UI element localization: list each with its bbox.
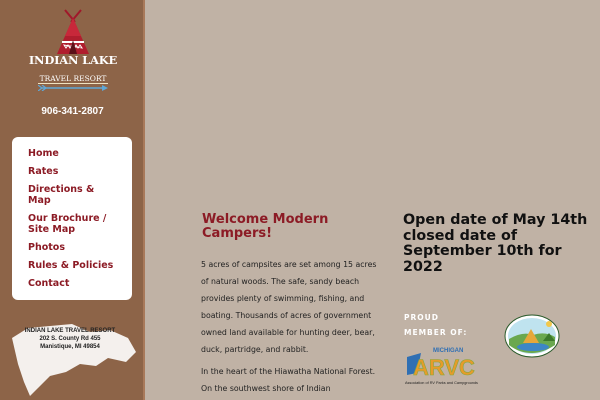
nav-item-photos[interactable]: Photos — [28, 242, 65, 253]
logo-subtitle: TRAVEL RESORT — [39, 74, 107, 83]
welcome-body — [201, 256, 381, 400]
proud-member-label: PROUD MEMBER OF: — [404, 313, 468, 337]
phone-number[interactable]: 906-341-2807 — [41, 106, 104, 117]
open-dates-heading: Open date of May 14th closed date of September 10th for 2022 — [403, 212, 588, 275]
teepee-logo-icon — [53, 8, 93, 56]
nav-item-home[interactable]: Home — [28, 148, 59, 159]
address-line-2: 202 S. County Rd 455 — [39, 336, 101, 342]
nav-item-brochure[interactable]: Our Brochure / Site Map — [28, 213, 107, 235]
address-line-1: INDIAN LAKE TRAVEL RESORT — [24, 328, 116, 334]
arvc-state-text: MICHIGAN — [433, 348, 464, 354]
site-logo[interactable] — [18, 8, 128, 108]
nav-item-directions[interactable]: Directions & Map — [28, 184, 95, 206]
resort-address — [20, 327, 120, 351]
arvc-acronym-text: ARVC — [413, 355, 475, 380]
sidebar-edge — [143, 0, 145, 400]
nav-item-rules[interactable]: Rules & Policies — [28, 260, 114, 271]
arvc-logo-icon[interactable] — [403, 343, 493, 388]
main-nav — [12, 137, 132, 300]
address-line-3: Manistique, MI 49854 — [40, 344, 100, 350]
body-paragraph-1: 5 acres of campsites are set among 15 acres of natural woods. The safe, sandy beach provides plenty of swimming, fishing, and boating. Thousands of acres of government owned land available for hunting deer, bear, duck, partridge, and rabbit. — [201, 260, 377, 354]
welcome-heading: Welcome Modern Campers! — [202, 212, 329, 241]
body-paragraph-2: In the heart of the Hiawatha National Forest. On the southwest shore of Indian — [201, 367, 376, 393]
nav-item-rates[interactable]: Rates — [28, 166, 59, 177]
campground-badge-icon[interactable] — [503, 313, 561, 359]
logo-name: INDIAN LAKE — [28, 53, 118, 67]
arvc-caption-text: Association of RV Parks and Campgrounds — [405, 381, 478, 385]
nav-item-contact[interactable]: Contact — [28, 278, 70, 289]
arrow-icon — [38, 85, 108, 91]
